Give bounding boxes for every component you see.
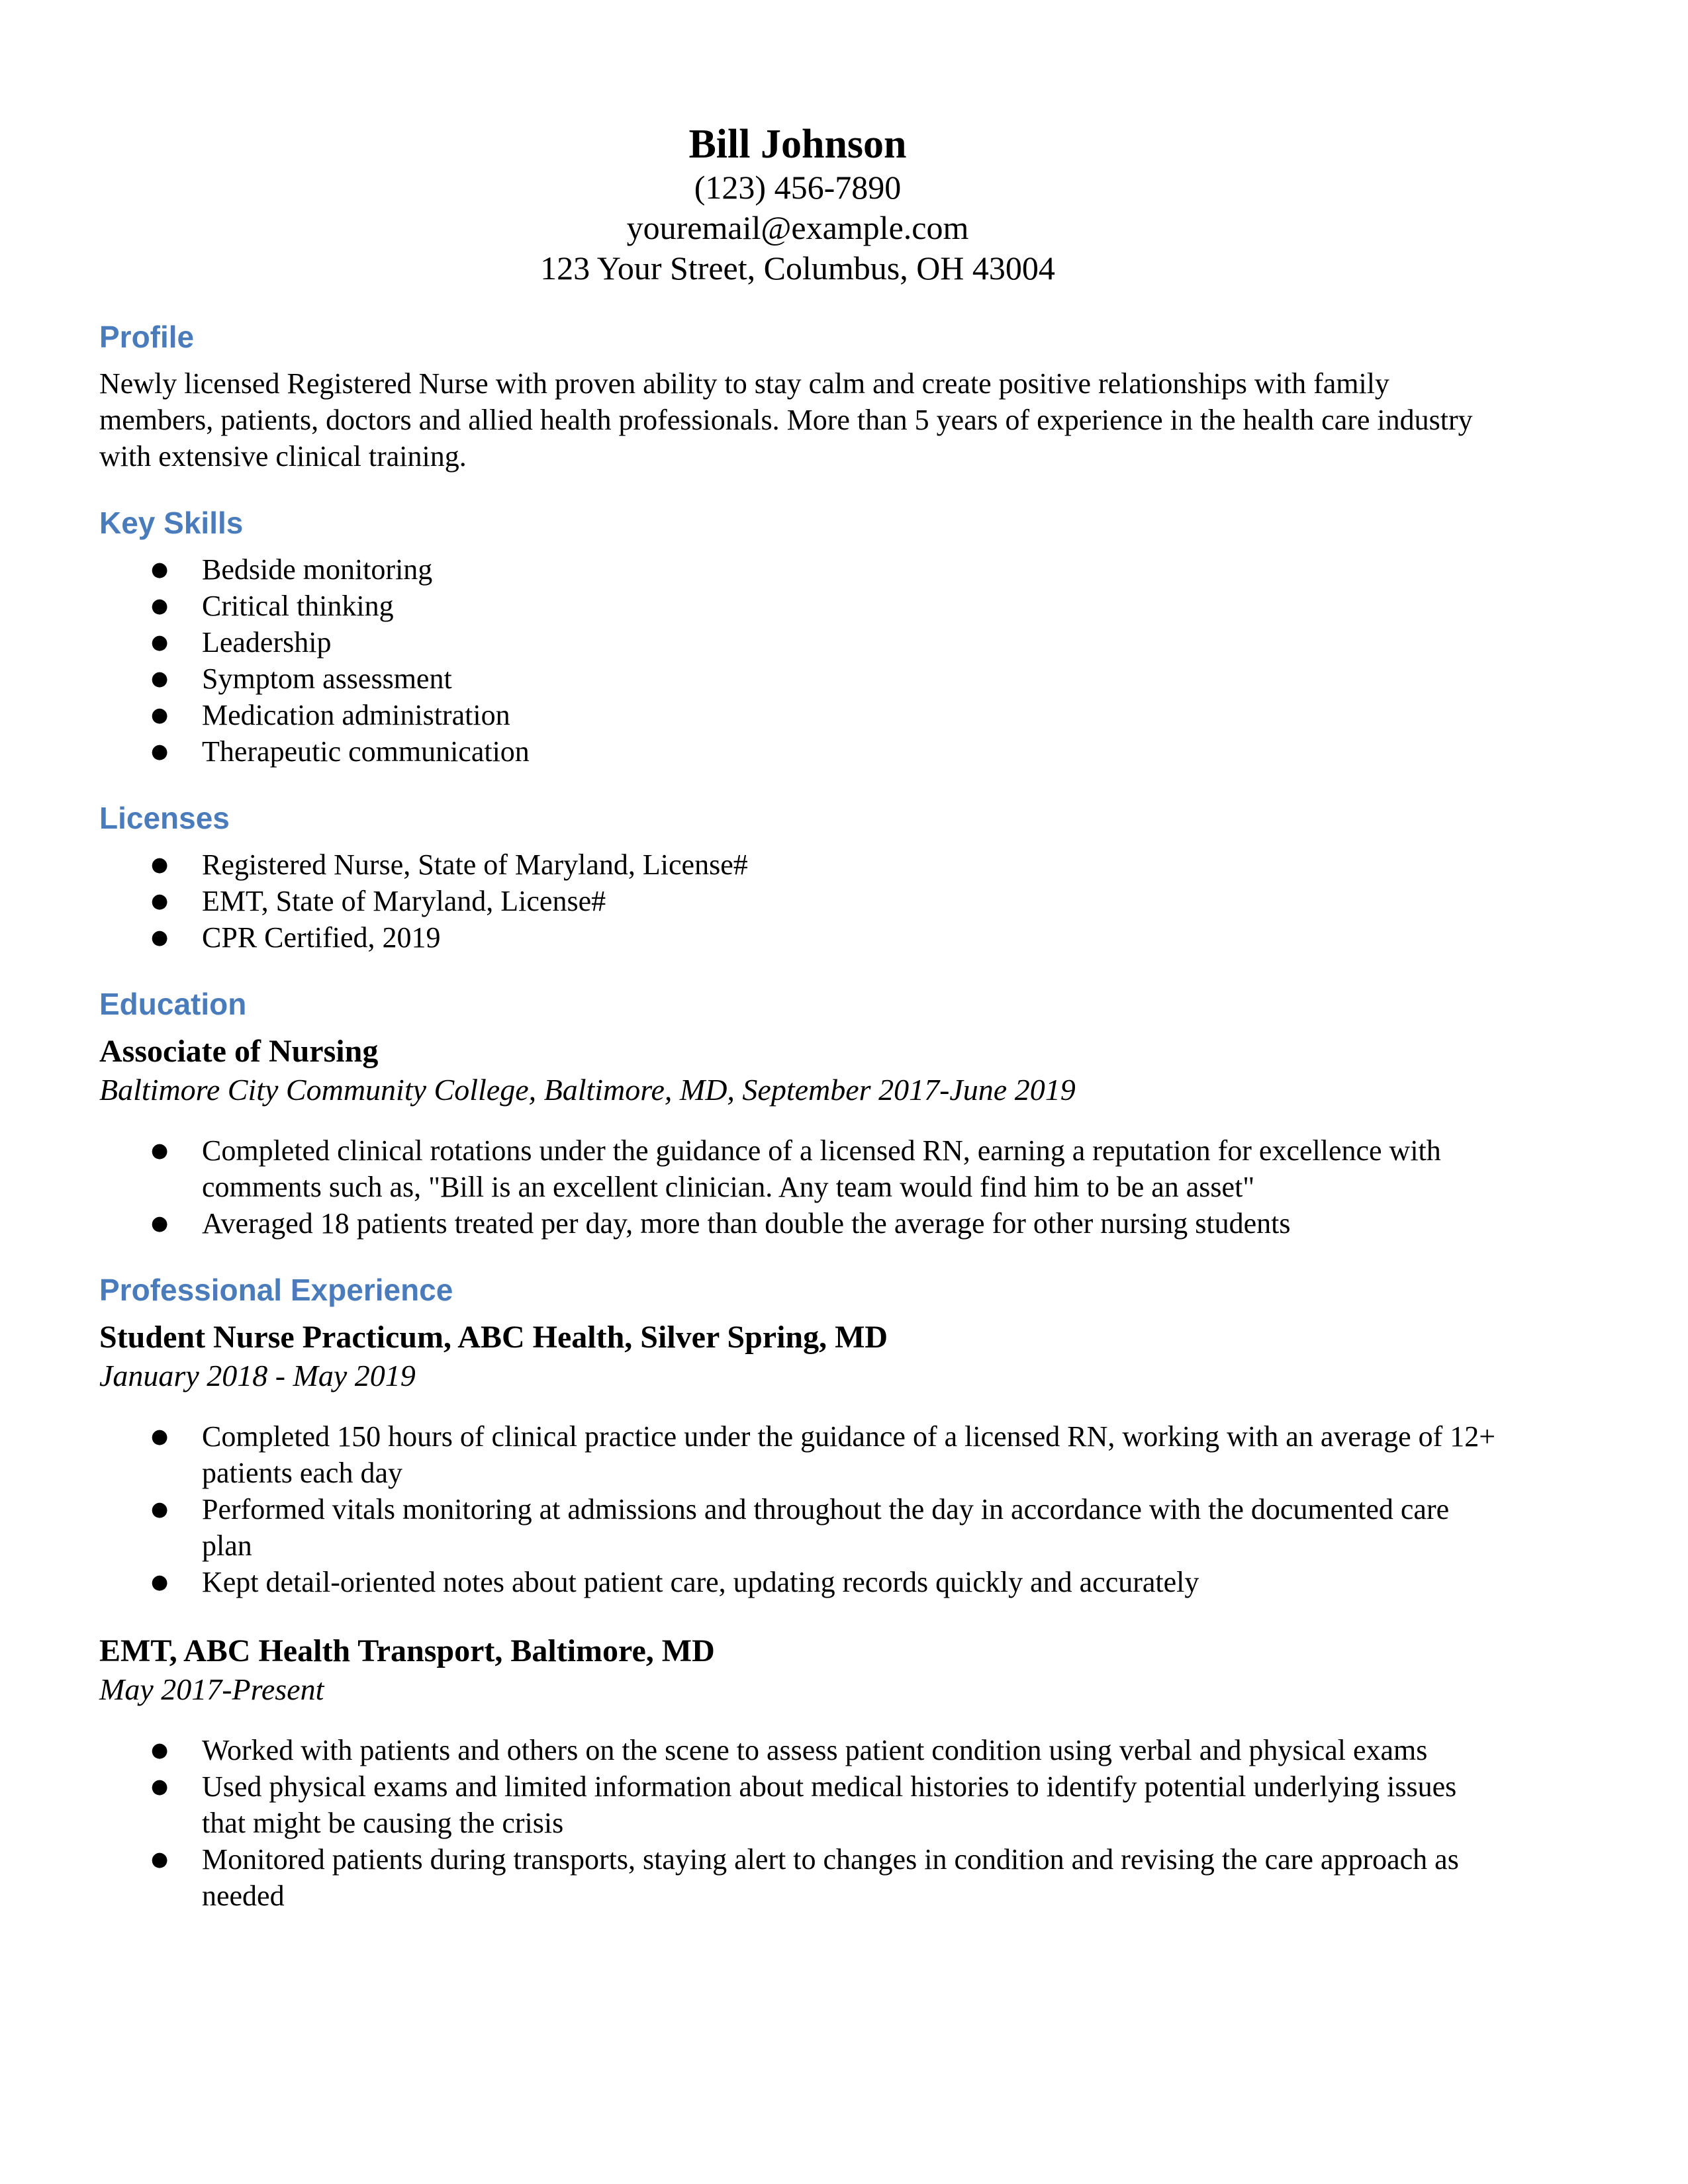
phone-number: (123) 456-7890 (694, 169, 902, 206)
job-entry (99, 1318, 1496, 1600)
key-skills-list (99, 551, 1496, 770)
degree-title: Associate of Nursing (99, 1034, 379, 1069)
section-licenses (99, 799, 1496, 956)
list-item: ● Medication administration (99, 697, 1496, 733)
list-item: ● Performed vitals monitoring at admissions and throughout the day in accordance with the documented care plan (99, 1491, 1496, 1564)
list-item: ● Monitored patients during transports, staying alert to changes in condition and revising the care approach as needed (99, 1841, 1496, 1914)
person-name: Bill Johnson (688, 122, 907, 167)
list-item: ● Completed 150 hours of clinical practice under the guidance of a licensed RN, working with an average of 12+ patients each day (99, 1418, 1496, 1491)
section-experience (99, 1271, 1496, 1914)
job-dates: January 2018 - May 2019 (99, 1359, 416, 1392)
key-skills-heading: Key Skills (99, 506, 244, 540)
list-item: ● CPR Certified, 2019 (99, 919, 1496, 956)
profile-heading: Profile (99, 320, 195, 354)
list-item: ● Used physical exams and limited information about medical histories to identify potential underlying issues that might be causing the crisis (99, 1768, 1496, 1841)
experience-heading: Professional Experience (99, 1273, 453, 1307)
list-item: ● Therapeutic communication (99, 733, 1496, 770)
list-item: ● Completed clinical rotations under the guidance of a licensed RN, earning a reputation for excellence with comments such as, "Bill is an excellent clinician. Any team would find him to be an asset" (99, 1132, 1496, 1205)
job-dates: May 2017-Present (99, 1672, 324, 1706)
email-address: youremail@example.com (626, 209, 969, 246)
job-bullets (99, 1418, 1496, 1600)
resume-header (99, 121, 1496, 289)
education-entry (99, 1032, 1496, 1242)
list-item: ● Symptom assessment (99, 660, 1496, 697)
job-bullets (99, 1732, 1496, 1914)
list-item: ● Critical thinking (99, 588, 1496, 624)
section-education (99, 985, 1496, 1242)
job-title: Student Nurse Practicum, ABC Health, Silver Spring, MD (99, 1320, 888, 1355)
list-item: ● Averaged 18 patients treated per day, more than double the average for other nursing students (99, 1205, 1496, 1242)
licenses-heading: Licenses (99, 801, 230, 835)
school-and-dates: Baltimore City Community College, Baltimore, MD, September 2017-June 2019 (99, 1073, 1076, 1107)
list-item: ● Leadership (99, 624, 1496, 660)
education-heading: Education (99, 987, 247, 1021)
job-title: EMT, ABC Health Transport, Baltimore, MD (99, 1633, 715, 1668)
list-item: ● EMT, State of Maryland, License# (99, 883, 1496, 919)
education-bullets (99, 1132, 1496, 1242)
list-item: ● Bedside monitoring (99, 551, 1496, 588)
profile-summary: Newly licensed Registered Nurse with proven ability to stay calm and create positive relationships with family members, patients, doctors and allied health professionals. More than 5 years of experience in the health care industry with extensive clinical training. (99, 367, 1473, 473)
list-item: ● Kept detail-oriented notes about patient care, updating records quickly and accurately (99, 1564, 1496, 1600)
section-key-skills (99, 504, 1496, 770)
section-profile (99, 318, 1496, 475)
street-address: 123 Your Street, Columbus, OH 43004 (540, 250, 1055, 287)
list-item: ● Worked with patients and others on the scene to assess patient condition using verbal and physical exams (99, 1732, 1496, 1768)
list-item: ● Registered Nurse, State of Maryland, License# (99, 846, 1496, 883)
licenses-list (99, 846, 1496, 956)
job-entry (99, 1632, 1496, 1914)
